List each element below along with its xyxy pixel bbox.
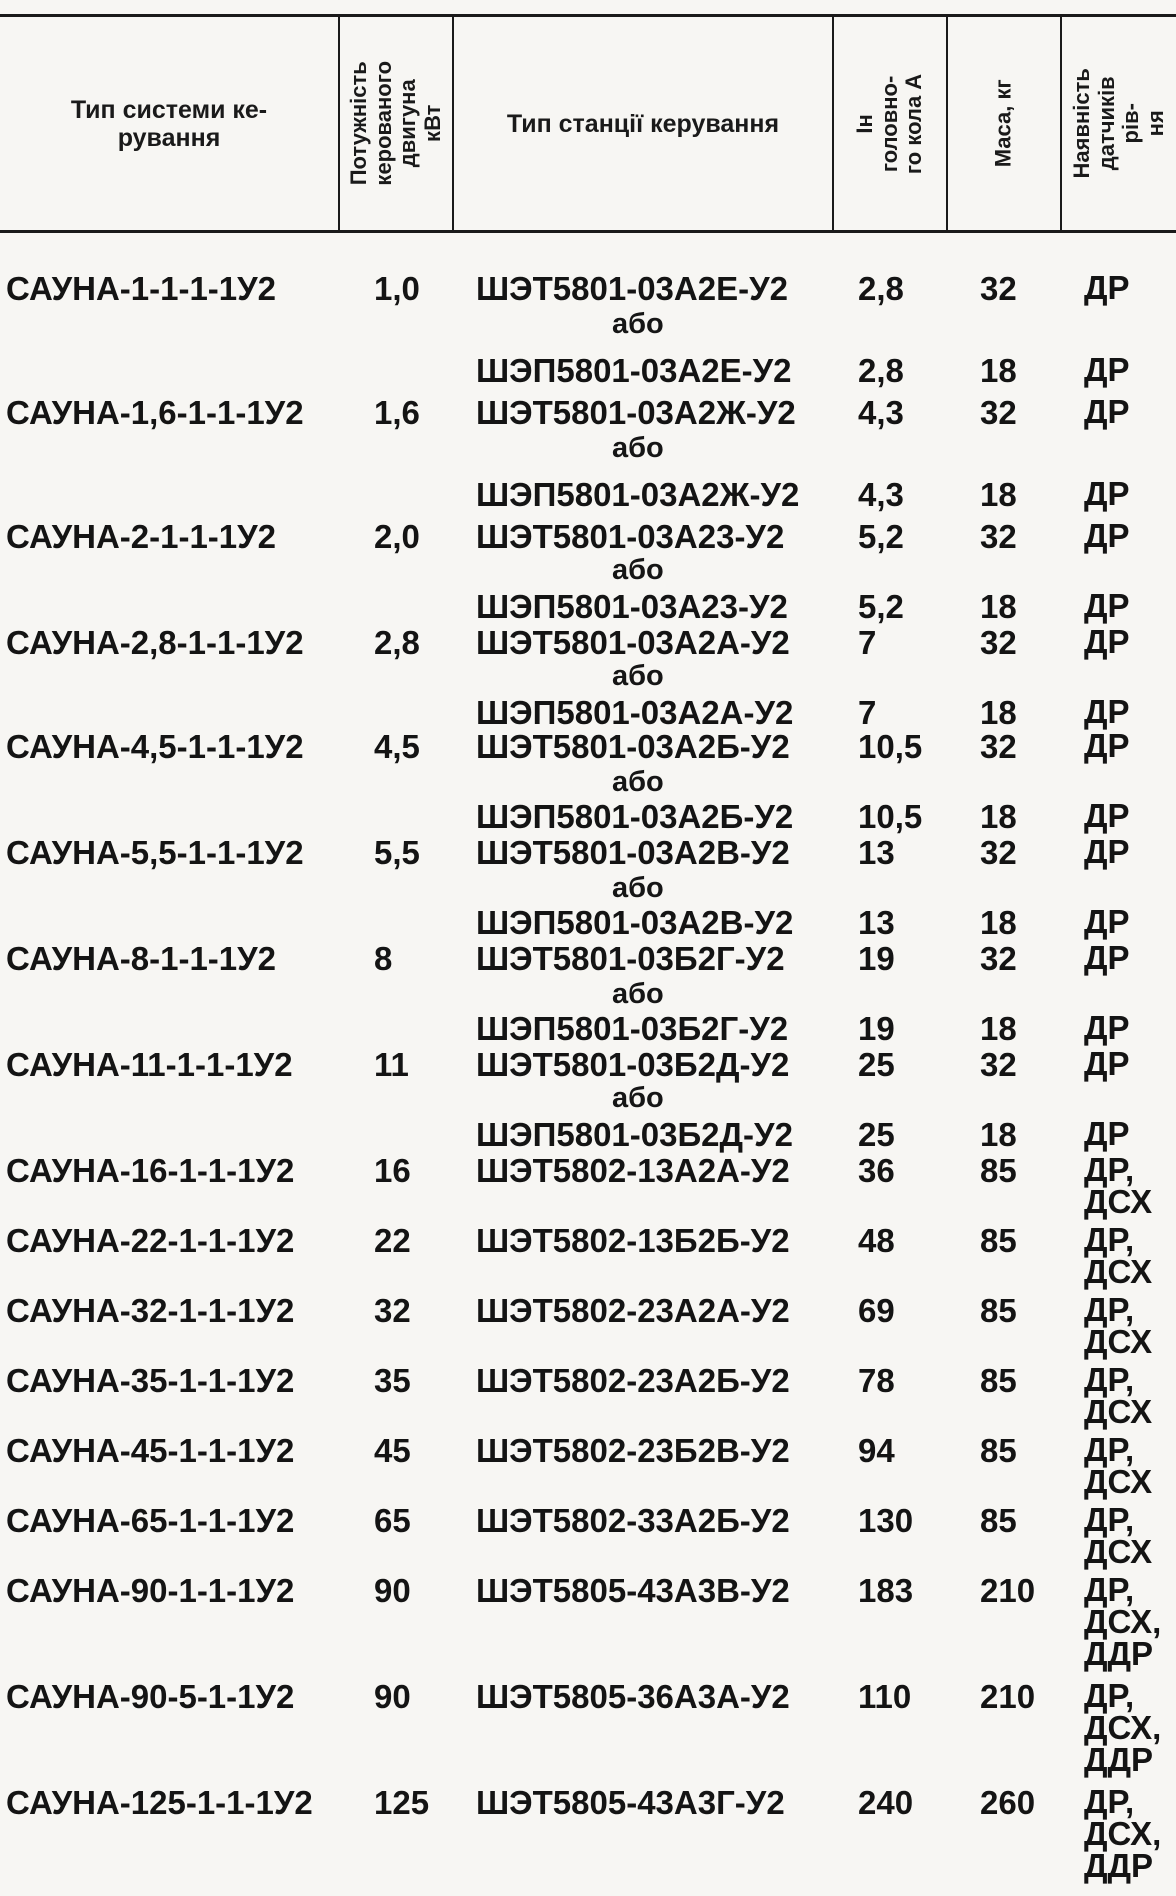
system-type-cell: САУНА-90-1-1-1У2 (6, 1572, 295, 1609)
sensors-cell: ДР (1084, 517, 1130, 554)
current-cell: 94 (858, 1432, 895, 1469)
current-cell: 2,8 (858, 270, 904, 307)
or-label: або (612, 872, 664, 904)
header-system-type: Тип системи ке- рування (70, 95, 268, 152)
system-type-cell: САУНА-22-1-1-1У2 (6, 1222, 295, 1259)
motor-power-cell: 45 (374, 1432, 411, 1469)
current-cell: 240 (858, 1784, 914, 1821)
station-type-cell: ШЭП5801-03А2В-У2 (476, 904, 794, 941)
current-cell: 78 (858, 1362, 895, 1399)
station-type-cell: ШЭП5801-03А2А-У2 (476, 694, 794, 731)
motor-power-cell: 22 (374, 1222, 411, 1259)
header-sensors-text: Наявність датчиків рів- ня (1068, 68, 1168, 179)
mass-cell: 32 (980, 1046, 1017, 1083)
motor-power-cell: 35 (374, 1362, 411, 1399)
station-type-cell: ШЭП5801-03А2Е-У2 (476, 352, 792, 389)
current-cell: 130 (858, 1502, 914, 1539)
sensors-cell: ДР (1084, 939, 1130, 976)
header-sensors (1062, 17, 1176, 230)
mass-cell: 210 (980, 1572, 1036, 1609)
system-type-cell: САУНА-5,5-1-1-1У2 (6, 834, 304, 871)
current-cell: 183 (858, 1572, 914, 1609)
mass-cell: 32 (980, 518, 1017, 555)
motor-power-cell: 1,0 (374, 270, 420, 307)
header-current-text: Iн головно- го кола А (852, 73, 927, 174)
sensors-cell: ДР, ДСХ (1084, 1221, 1153, 1290)
current-cell: 13 (858, 834, 895, 871)
current-cell: 36 (858, 1152, 895, 1189)
current-cell: 69 (858, 1292, 895, 1329)
sensors-cell: ДР, ДСХ, ДДР (1084, 1677, 1162, 1778)
station-type-cell: ШЭТ5805-43А3Г-У2 (476, 1784, 785, 1821)
or-label: або (612, 432, 664, 464)
mass-cell: 32 (980, 394, 1017, 431)
sensors-cell: ДР, ДСХ (1084, 1501, 1153, 1570)
sensors-cell: ДР (1084, 797, 1130, 834)
mass-cell: 18 (980, 476, 1017, 513)
mass-cell: 32 (980, 834, 1017, 871)
station-type-cell: ШЭП5801-03А23-У2 (476, 588, 788, 625)
system-type-cell: САУНА-35-1-1-1У2 (6, 1362, 295, 1399)
current-cell: 25 (858, 1116, 895, 1153)
mass-cell: 18 (980, 588, 1017, 625)
header-current (834, 17, 946, 230)
station-type-cell: ШЭТ5805-43А3В-У2 (476, 1572, 790, 1609)
current-cell: 5,2 (858, 588, 904, 625)
station-type-cell: ШЭТ5801-03А2Ж-У2 (476, 394, 796, 431)
sensors-cell: ДР, ДСХ (1084, 1291, 1153, 1360)
mass-cell: 32 (980, 624, 1017, 661)
system-type-cell: САУНА-125-1-1-1У2 (6, 1784, 313, 1821)
current-cell: 19 (858, 1010, 895, 1047)
mass-cell: 85 (980, 1222, 1017, 1259)
system-type-cell: САУНА-90-5-1-1У2 (6, 1678, 295, 1715)
mass-cell: 85 (980, 1152, 1017, 1189)
motor-power-cell: 8 (374, 940, 393, 977)
current-cell: 2,8 (858, 352, 904, 389)
system-type-cell: САУНА-2-1-1-1У2 (6, 518, 277, 555)
station-type-cell: ШЭП5801-03Б2Д-У2 (476, 1116, 793, 1153)
station-type-cell: ШЭТ5802-13А2А-У2 (476, 1152, 790, 1189)
mass-cell: 85 (980, 1362, 1017, 1399)
current-cell: 7 (858, 694, 877, 731)
motor-power-cell: 1,6 (374, 394, 420, 431)
station-type-cell: ШЭТ5801-03Б2Д-У2 (476, 1046, 790, 1083)
station-type-cell: ШЭТ5801-03Б2Г-У2 (476, 940, 785, 977)
motor-power-cell: 5,5 (374, 834, 420, 871)
mass-cell: 32 (980, 270, 1017, 307)
station-type-cell: ШЭТ5802-33А2Б-У2 (476, 1502, 790, 1539)
station-type-cell: ШЭП5801-03А2Б-У2 (476, 798, 794, 835)
system-type-cell: САУНА-16-1-1-1У2 (6, 1152, 295, 1189)
current-cell: 48 (858, 1222, 895, 1259)
or-label: або (612, 1082, 664, 1114)
sensors-cell: ДР (1084, 1045, 1130, 1082)
station-type-cell: ШЭТ5802-23А2А-У2 (476, 1292, 790, 1329)
current-cell: 5,2 (858, 518, 904, 555)
sensors-cell: ДР (1084, 475, 1130, 512)
or-label: або (612, 554, 664, 586)
sensors-cell: ДР (1084, 1115, 1130, 1152)
current-cell: 10,5 (858, 798, 923, 835)
motor-power-cell: 4,5 (374, 728, 420, 765)
mass-cell: 18 (980, 1010, 1017, 1047)
station-type-cell: ШЭТ5805-36А3А-У2 (476, 1678, 790, 1715)
station-type-cell: ШЭТ5801-03А2В-У2 (476, 834, 790, 871)
current-cell: 7 (858, 624, 877, 661)
system-type-cell: САУНА-8-1-1-1У2 (6, 940, 277, 977)
mass-cell: 85 (980, 1502, 1017, 1539)
system-type-cell: САУНА-1,6-1-1-1У2 (6, 394, 304, 431)
sensors-cell: ДР, ДСХ, ДДР (1084, 1571, 1162, 1672)
sensors-cell: ДР, ДСХ (1084, 1151, 1153, 1220)
current-cell: 19 (858, 940, 895, 977)
current-cell: 13 (858, 904, 895, 941)
current-cell: 4,3 (858, 476, 904, 513)
motor-power-cell: 32 (374, 1292, 411, 1329)
sensors-cell: ДР (1084, 623, 1130, 660)
motor-power-cell: 125 (374, 1784, 430, 1821)
header-mass (948, 17, 1060, 230)
station-type-cell: ШЭТ5802-23Б2В-У2 (476, 1432, 790, 1469)
sensors-cell: ДР, ДСХ (1084, 1431, 1153, 1500)
header-bottom-rule (0, 230, 1176, 233)
system-type-cell: САУНА-2,8-1-1-1У2 (6, 624, 304, 661)
station-type-cell: ШЭТ5802-13Б2Б-У2 (476, 1222, 790, 1259)
or-label: або (612, 766, 664, 798)
mass-cell: 85 (980, 1292, 1017, 1329)
motor-power-cell: 16 (374, 1152, 411, 1189)
sensors-cell: ДР, ДСХ (1084, 1361, 1153, 1430)
sensors-cell: ДР (1084, 833, 1130, 870)
sensors-cell: ДР (1084, 1009, 1130, 1046)
header-station-type: Тип станції керування (506, 109, 780, 138)
motor-power-cell: 65 (374, 1502, 411, 1539)
station-type-cell: ШЭТ5801-03А23-У2 (476, 518, 785, 555)
system-type-cell: САУНА-11-1-1-1У2 (6, 1046, 293, 1083)
system-type-cell: САУНА-32-1-1-1У2 (6, 1292, 295, 1329)
station-type-cell: ШЭТ5801-03А2Б-У2 (476, 728, 790, 765)
sensors-cell: ДР (1084, 587, 1130, 624)
system-type-cell: САУНА-1-1-1-1У2 (6, 270, 277, 307)
sensors-cell: ДР (1084, 269, 1130, 306)
or-label: або (612, 978, 664, 1010)
station-type-cell: ШЭП5801-03А2Ж-У2 (476, 476, 800, 513)
motor-power-cell: 90 (374, 1678, 411, 1715)
motor-power-cell: 2,8 (374, 624, 420, 661)
motor-power-cell: 11 (374, 1046, 409, 1083)
current-cell: 110 (858, 1678, 912, 1715)
station-type-cell: ШЭП5801-03Б2Г-У2 (476, 1010, 789, 1047)
sensors-cell: ДР (1084, 727, 1130, 764)
sensors-cell: ДР (1084, 693, 1130, 730)
system-type-cell: САУНА-45-1-1-1У2 (6, 1432, 295, 1469)
or-label: або (612, 660, 664, 692)
system-type-cell: САУНА-4,5-1-1-1У2 (6, 728, 304, 765)
mass-cell: 18 (980, 352, 1017, 389)
header-power-text: Потужність керованого двигуна кВт (345, 61, 445, 186)
motor-power-cell: 2,0 (374, 518, 420, 555)
current-cell: 10,5 (858, 728, 923, 765)
mass-cell: 18 (980, 1116, 1017, 1153)
mass-cell: 260 (980, 1784, 1036, 1821)
header-power (340, 17, 452, 230)
station-type-cell: ШЭТ5802-23А2Б-У2 (476, 1362, 790, 1399)
sensors-cell: ДР (1084, 393, 1130, 430)
sensors-cell: ДР (1084, 351, 1130, 388)
current-cell: 25 (858, 1046, 895, 1083)
header-mass-text: Маса, кг (990, 79, 1016, 168)
mass-cell: 18 (980, 798, 1017, 835)
motor-power-cell: 90 (374, 1572, 411, 1609)
mass-cell: 18 (980, 904, 1017, 941)
system-type-cell: САУНА-65-1-1-1У2 (6, 1502, 295, 1539)
station-type-cell: ШЭТ5801-03А2А-У2 (476, 624, 790, 661)
station-type-cell: ШЭТ5801-03А2Е-У2 (476, 270, 788, 307)
mass-cell: 85 (980, 1432, 1017, 1469)
mass-cell: 32 (980, 728, 1017, 765)
mass-cell: 32 (980, 940, 1017, 977)
sensors-cell: ДР (1084, 903, 1130, 940)
mass-cell: 210 (980, 1678, 1036, 1715)
mass-cell: 18 (980, 694, 1017, 731)
sensors-cell: ДР, ДСХ, ДДР (1084, 1783, 1162, 1884)
or-label: або (612, 308, 664, 340)
current-cell: 4,3 (858, 394, 904, 431)
